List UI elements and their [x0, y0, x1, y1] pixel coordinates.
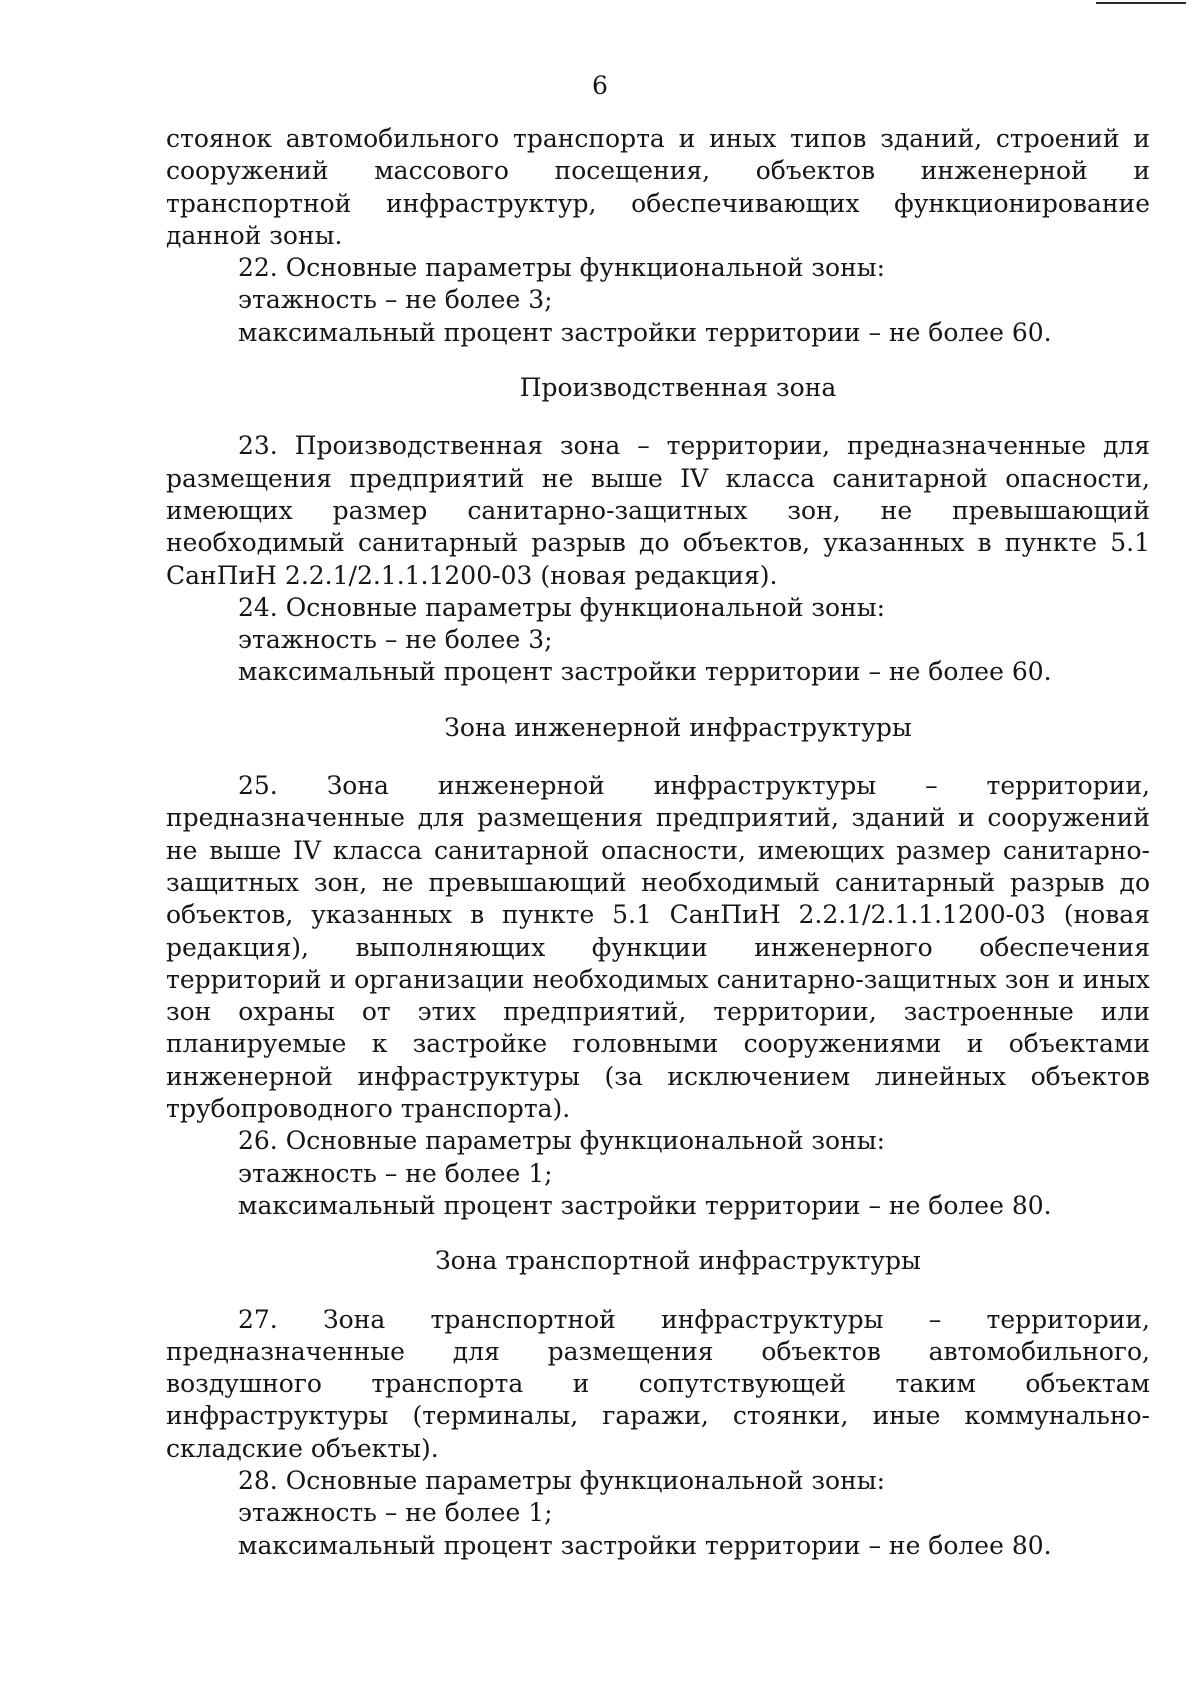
- params-title-28: 28. Основные параметры функциональной зоны:: [238, 1465, 886, 1495]
- coverage-limit-28: максимальный процент застройки территории – не более 80.: [238, 1530, 1052, 1560]
- params-title-26: 26. Основные параметры функциональной зоны:: [238, 1126, 886, 1156]
- coverage-limit-24: максимальный процент застройки территории – не более 60.: [238, 657, 1052, 687]
- params-title-24: 24. Основные параметры функциональной зоны:: [238, 592, 886, 622]
- paragraph-27: 27. Зона транспортной инфраструктуры – территории, предназначенные для размещения объектов автомобильного, воздушного транспорта и сопутствующей таким объектам инфраструктуры (терминалы, гаражи, стоянки, иные коммунально-складские объекты).: [166, 1304, 1150, 1463]
- floors-limit-22: этажность – не более 3;: [238, 285, 553, 315]
- continuation-paragraph: стоянок автомобильного транспорта и иных типов зданий, строений и сооружений массового посещения, объектов инженерной и транспортной инфраструктур, обеспечивающих функционирование данной зоны.: [166, 124, 1150, 250]
- paragraph-25: 25. Зона инженерной инфраструктуры – территории, предназначенные для размещения предприятий, зданий и сооружений не выше IV класса санитарной опасности, имеющих размер санитарно-защитных зон, не превышающий необходимый санитарный разрыв до объектов, указанных в пункте 5.1 СанПиН 2.2.1/2.1.1.1200-03 (новая редакция), выполняющих функции инженерного обеспечения территорий и организации необходимых санитарно-защитных зон и иных зон охраны от этих предприятий, территории, застроенные или планируемые к застройке головными сооружениями и объектами инженерной инфраструктуры (за исключением линейных объектов трубопроводного транспорта).: [166, 771, 1150, 1124]
- params-title-22: 22. Основные параметры функциональной зоны:: [238, 253, 886, 283]
- heading-transport-zone: Зона транспортной инфраструктуры: [435, 1246, 921, 1276]
- floors-limit-26: этажность – не более 1;: [238, 1158, 553, 1188]
- paragraph-23: 23. Производственная зона – территории, предназначенные для размещения предприятий не выше IV класса санитарной опасности, имеющих размер санитарно-защитных зон, не превышающий необходимый санитарный разрыв до объектов, указанных в пункте 5.1 СанПиН 2.2.1/2.1.1.1200-03 (новая редакция).: [166, 431, 1150, 590]
- heading-engineering-zone: Зона инженерной инфраструктуры: [444, 712, 912, 742]
- floors-limit-24: этажность – не более 3;: [238, 625, 553, 655]
- document-body: [166, 123, 1150, 1562]
- floors-limit-28: этажность – не более 1;: [238, 1498, 553, 1528]
- page-number: 6: [592, 71, 608, 100]
- heading-industrial-zone: Производственная зона: [519, 373, 837, 403]
- scan-corner-mark: [1096, 2, 1186, 4]
- coverage-limit-22: максимальный процент застройки территории – не более 60.: [238, 317, 1052, 347]
- coverage-limit-26: максимальный процент застройки территории – не более 80.: [238, 1190, 1052, 1220]
